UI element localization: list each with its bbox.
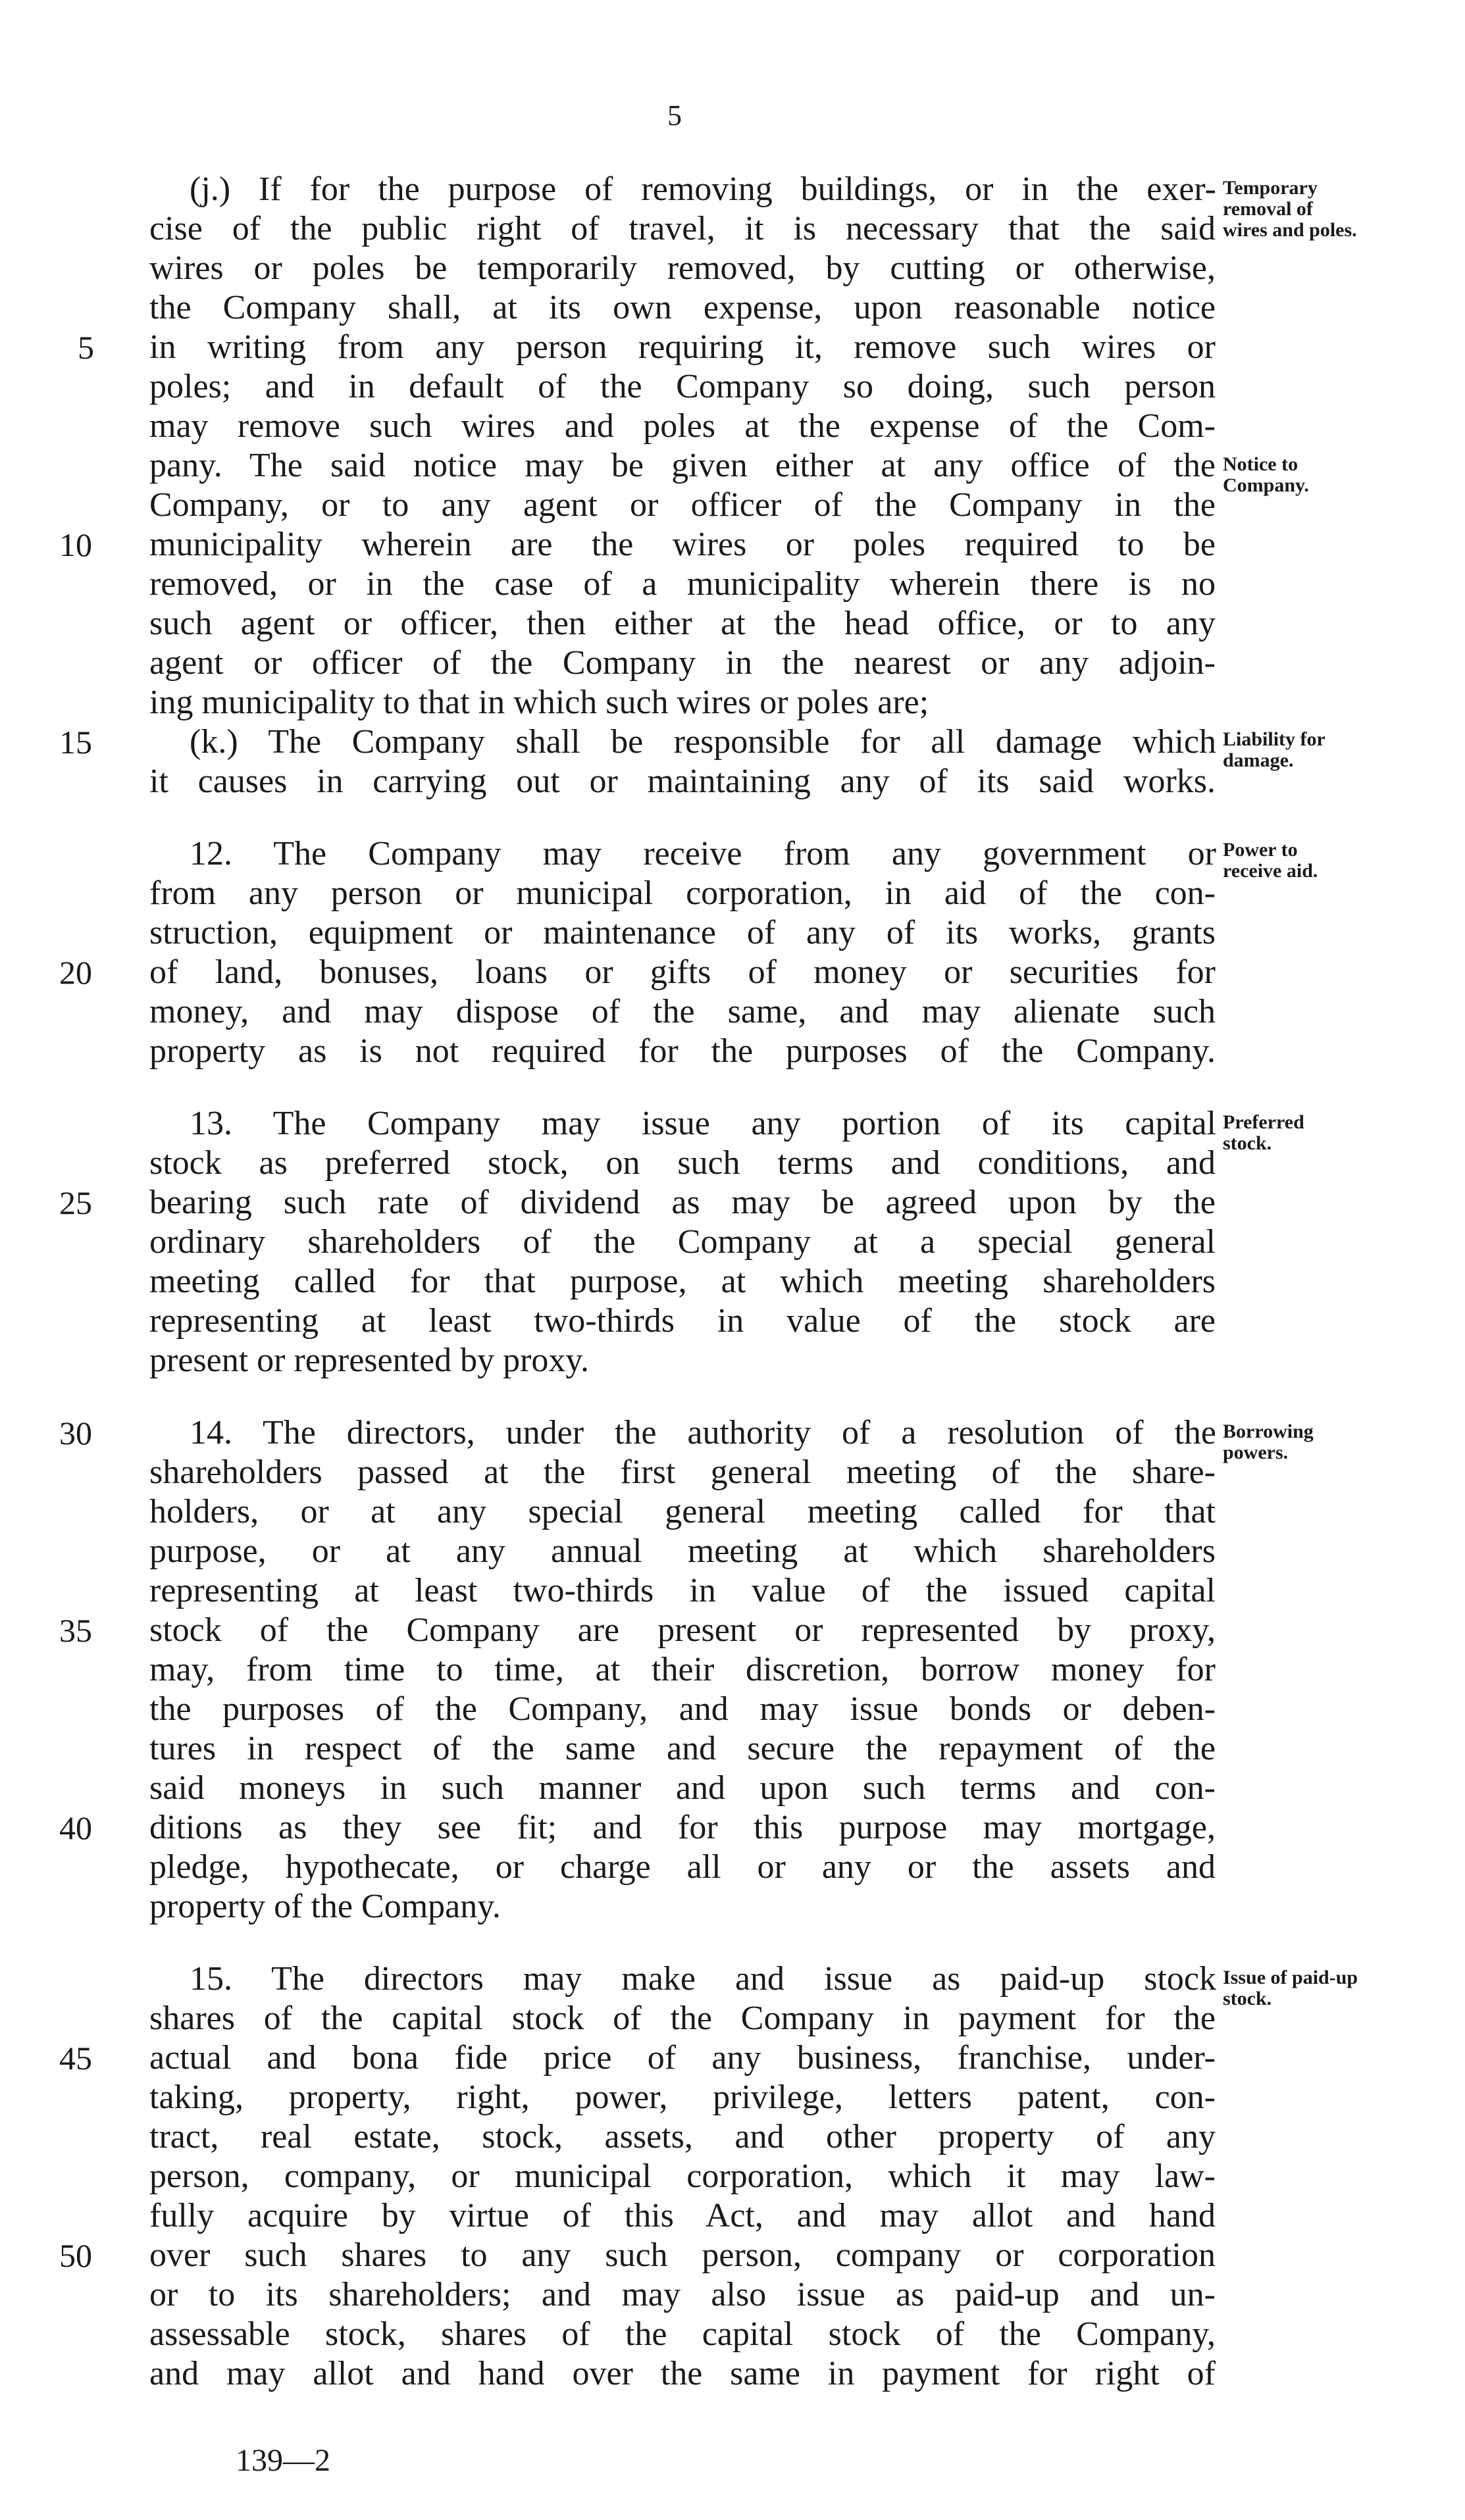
text-line: fully acquire by virtue of this Act, and may allot and hand xyxy=(149,2197,1216,2234)
margin-note-notice: Notice to Company. xyxy=(1223,453,1309,496)
text-line: ing municipality to that in which such wires or poles are; xyxy=(149,684,929,721)
text-line: meeting called for that purpose, at which meeting shareholders xyxy=(149,1263,1216,1300)
text-line: or to its shareholders; and may also issue as paid-up and un- xyxy=(149,2276,1216,2313)
text-line: assessable stock, shares of the capital stock of the Company, xyxy=(149,2315,1216,2353)
text-line: struction, equipment or maintenance of any of its works, grants xyxy=(149,914,1216,951)
line-number: 25 xyxy=(59,1184,92,1221)
margin-note-preferred-stock: Preferred stock. xyxy=(1223,1111,1304,1154)
text-line: (j.) If for the purpose of removing buildings, or in the exer- xyxy=(190,170,1216,208)
text-line: money, and may dispose of the same, and may alienate such xyxy=(149,993,1216,1030)
text-line: and may allot and hand over the same in payment for right of xyxy=(149,2355,1216,2392)
text-line: pany. The said notice may be given either at any office of the xyxy=(149,447,1216,484)
margin-note-power-to-receive-aid: Power to receive aid. xyxy=(1223,839,1318,882)
margin-note-liability: Liability for damage. xyxy=(1223,728,1325,771)
text-line: property as is not required for the purposes of the Company. xyxy=(149,1032,1216,1070)
line-number: 35 xyxy=(59,1612,92,1649)
text-line: agent or officer of the Company in the nearest or any adjoin- xyxy=(149,644,1216,682)
text-line: from any person or municipal corporation, in aid of the con- xyxy=(149,874,1216,912)
text-line: in writing from any person requiring it, remove such wires or xyxy=(149,328,1216,366)
text-line: representing at least two-thirds in value of the stock are xyxy=(149,1302,1216,1340)
line-number: 20 xyxy=(59,954,92,991)
text-line: representing at least two-thirds in value of the issued capital xyxy=(149,1572,1216,1609)
text-line: stock as preferred stock, on such terms and conditions, and xyxy=(149,1144,1216,1182)
page-number: 5 xyxy=(667,99,682,132)
text-line: may remove such wires and poles at the expense of the Com- xyxy=(149,407,1216,445)
text-line: holders, or at any special general meeting called for that xyxy=(149,1493,1216,1530)
line-number: 50 xyxy=(59,2237,92,2274)
line-number: 10 xyxy=(59,526,92,563)
text-line: Company, or to any agent or officer of the Company in the xyxy=(149,486,1216,524)
text-line: bearing such rate of dividend as may be agreed upon by the xyxy=(149,1184,1216,1221)
text-line: poles; and in default of the Company so doing, such person xyxy=(149,368,1216,405)
line-number: 30 xyxy=(59,1415,92,1451)
text-line: 15. The directors may make and issue as paid-up stock xyxy=(190,1960,1216,1998)
text-line: the purposes of the Company, and may issue bonds or deben- xyxy=(149,1690,1216,1728)
text-line: tract, real estate, stock, assets, and other property of any xyxy=(149,2118,1216,2155)
line-number: 45 xyxy=(59,2040,92,2077)
text-line: over such shares to any such person, company or corporation xyxy=(149,2236,1216,2274)
text-line: present or represented by proxy. xyxy=(149,1342,590,1379)
text-line: the Company shall, at its own expense, upon reasonable notice xyxy=(149,289,1216,326)
text-line: actual and bona fide price of any business, franchise, under- xyxy=(149,2039,1216,2077)
text-line: such agent or officer, then either at the head office, or to any xyxy=(149,605,1216,642)
text-line: ditions as they see fit; and for this purpose may mortgage, xyxy=(149,1809,1216,1846)
text-line: person, company, or municipal corporation, which it may law- xyxy=(149,2157,1216,2195)
text-line: (k.) The Company shall be responsible for all damage which xyxy=(190,723,1216,761)
margin-note-temporary-removal: Temporary removal of wires and poles. xyxy=(1223,177,1357,241)
text-line: tures in respect of the same and secure the repayment of the xyxy=(149,1730,1216,1767)
text-line: purpose, or at any annual meeting at which shareholders xyxy=(149,1532,1216,1570)
text-line: property of the Company. xyxy=(149,1888,501,1925)
text-line: may, from time to time, at their discretion, borrow money for xyxy=(149,1651,1216,1688)
text-line: said moneys in such manner and upon such terms and con- xyxy=(149,1769,1216,1807)
line-number: 15 xyxy=(59,724,92,761)
text-line: 12. The Company may receive from any government or xyxy=(190,835,1216,872)
margin-note-issue-paid-up-stock: Issue of paid-up stock. xyxy=(1223,1967,1358,2009)
line-number: 40 xyxy=(59,1809,92,1846)
text-line: of land, bonuses, loans or gifts of money or securities for xyxy=(149,953,1216,991)
line-number: 5 xyxy=(78,329,94,366)
footer-signature: 139—2 xyxy=(236,2443,330,2478)
text-line: municipality wherein are the wires or poles required to be xyxy=(149,526,1216,563)
text-line: pledge, hypothecate, or charge all or any or the assets and xyxy=(149,1848,1216,1886)
text-line: shares of the capital stock of the Company in payment for the xyxy=(149,2000,1216,2037)
text-line: removed, or in the case of a municipality wherein there is no xyxy=(149,565,1216,603)
text-line: stock of the Company are present or represented by proxy, xyxy=(149,1611,1216,1649)
text-line: 13. The Company may issue any portion of its capital xyxy=(190,1105,1216,1142)
text-line: wires or poles be temporarily removed, by cutting or otherwise, xyxy=(149,249,1216,287)
text-line: 14. The directors, under the authority of a resolution of the xyxy=(190,1414,1216,1451)
text-line: ordinary shareholders of the Company at a special general xyxy=(149,1223,1216,1261)
text-line: it causes in carrying out or maintaining any of its said works. xyxy=(149,763,1216,800)
text-line: taking, property, right, power, privilege, letters patent, con- xyxy=(149,2079,1216,2116)
margin-note-borrowing-powers: Borrowing powers. xyxy=(1223,1421,1314,1463)
text-line: shareholders passed at the first general meeting of the share- xyxy=(149,1453,1216,1491)
text-line: cise of the public right of travel, it is necessary that the said xyxy=(149,210,1216,247)
